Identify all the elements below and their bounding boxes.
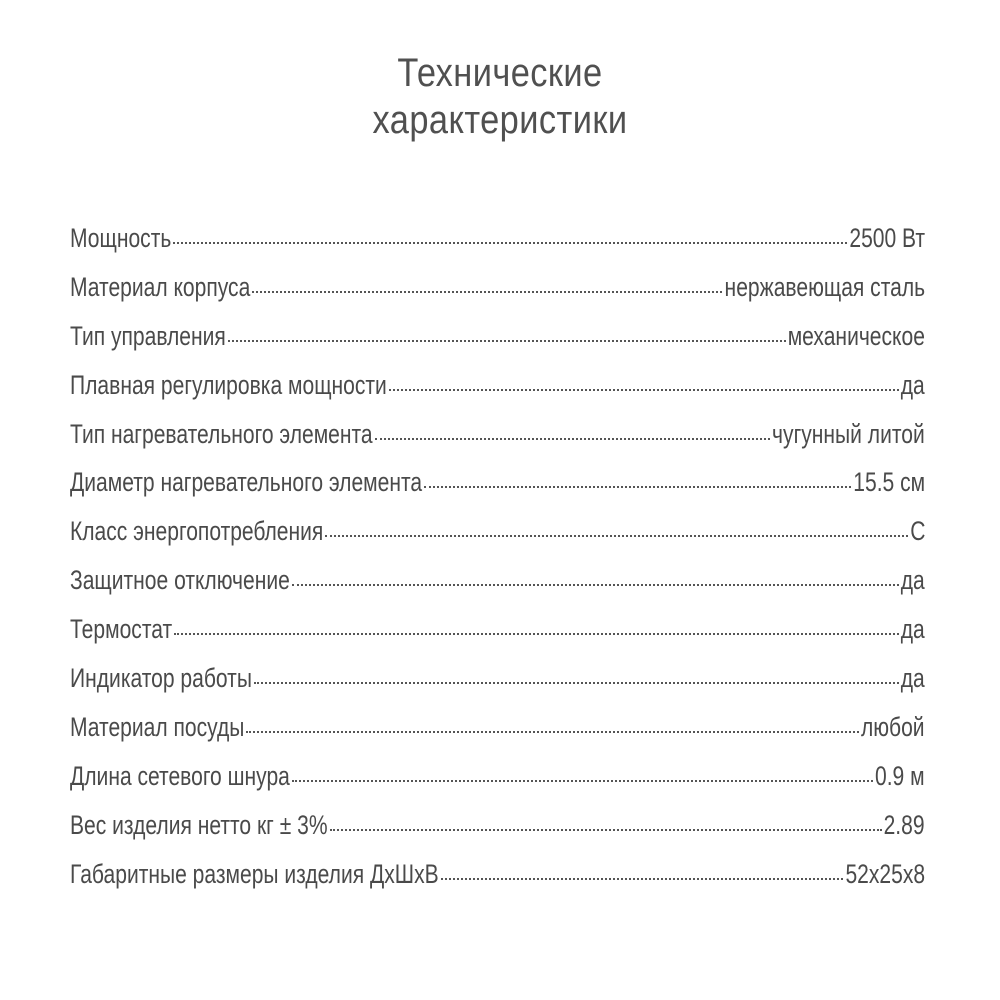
spec-label: Защитное отключение <box>70 565 290 596</box>
dot-leader <box>252 291 722 293</box>
spec-row <box>70 263 925 312</box>
dot-leader <box>173 242 847 244</box>
dot-leader <box>254 682 899 684</box>
spec-value: 2.89 <box>884 809 925 840</box>
spec-value: 2500 Вт <box>849 223 925 253</box>
page-title-line-1: Технические <box>397 51 603 95</box>
spec-label: Длина сетевого шнура <box>70 760 290 791</box>
spec-label: Класс энергопотребления <box>70 516 324 547</box>
spec-row <box>70 214 925 263</box>
spec-row <box>70 703 925 752</box>
spec-label: Материал посуды <box>70 711 245 742</box>
dot-leader <box>330 829 882 831</box>
page-title <box>0 50 1000 144</box>
spec-value: любой <box>861 711 925 742</box>
spec-label: Вес изделия нетто кг ± 3% <box>70 809 328 840</box>
spec-value: чугунный литой <box>772 418 925 449</box>
spec-row <box>70 507 925 556</box>
spec-value: С <box>909 516 925 547</box>
spec-row <box>70 361 925 410</box>
spec-label: Материал корпуса <box>70 271 251 302</box>
spec-row <box>70 410 925 459</box>
dot-leader <box>246 731 859 733</box>
spec-label: Тип управления <box>70 320 226 351</box>
spec-label: Мощность <box>70 223 172 253</box>
dot-leader <box>292 584 899 586</box>
dot-leader <box>174 633 899 635</box>
spec-row <box>70 850 925 899</box>
spec-label: Плавная регулировка мощности <box>70 369 387 400</box>
spec-value: да <box>900 614 925 645</box>
spec-value: механическое <box>787 320 925 351</box>
spec-row <box>70 752 925 801</box>
spec-value: 15.5 см <box>853 467 925 498</box>
spec-value: да <box>900 663 925 694</box>
spec-row <box>70 556 925 605</box>
dot-leader <box>292 780 874 782</box>
dot-leader <box>228 340 786 342</box>
dot-leader <box>424 486 851 488</box>
spec-value: 52х25х8 <box>845 858 925 889</box>
spec-label: Диаметр нагревательного элемента <box>70 467 423 498</box>
spec-label: Термостат <box>70 614 173 645</box>
spec-row <box>70 458 925 507</box>
dot-leader <box>325 535 907 537</box>
dot-leader <box>375 438 771 440</box>
spec-row <box>70 605 925 654</box>
spec-label: Индикатор работы <box>70 663 252 694</box>
spec-value: нержавеющая сталь <box>724 271 925 302</box>
page-title-line-2: характеристики <box>372 98 628 142</box>
spec-row <box>70 801 925 850</box>
spec-value: 0.9 м <box>875 760 925 791</box>
spec-row <box>70 654 925 703</box>
spec-value: да <box>900 565 925 596</box>
spec-value: да <box>900 369 925 400</box>
spec-row <box>70 312 925 361</box>
spec-list <box>70 214 925 898</box>
dot-leader <box>441 878 844 880</box>
spec-label: Тип нагревательного элемента <box>70 418 373 449</box>
dot-leader <box>389 389 899 391</box>
spec-label: Габаритные размеры изделия ДхШхВ <box>70 858 439 889</box>
